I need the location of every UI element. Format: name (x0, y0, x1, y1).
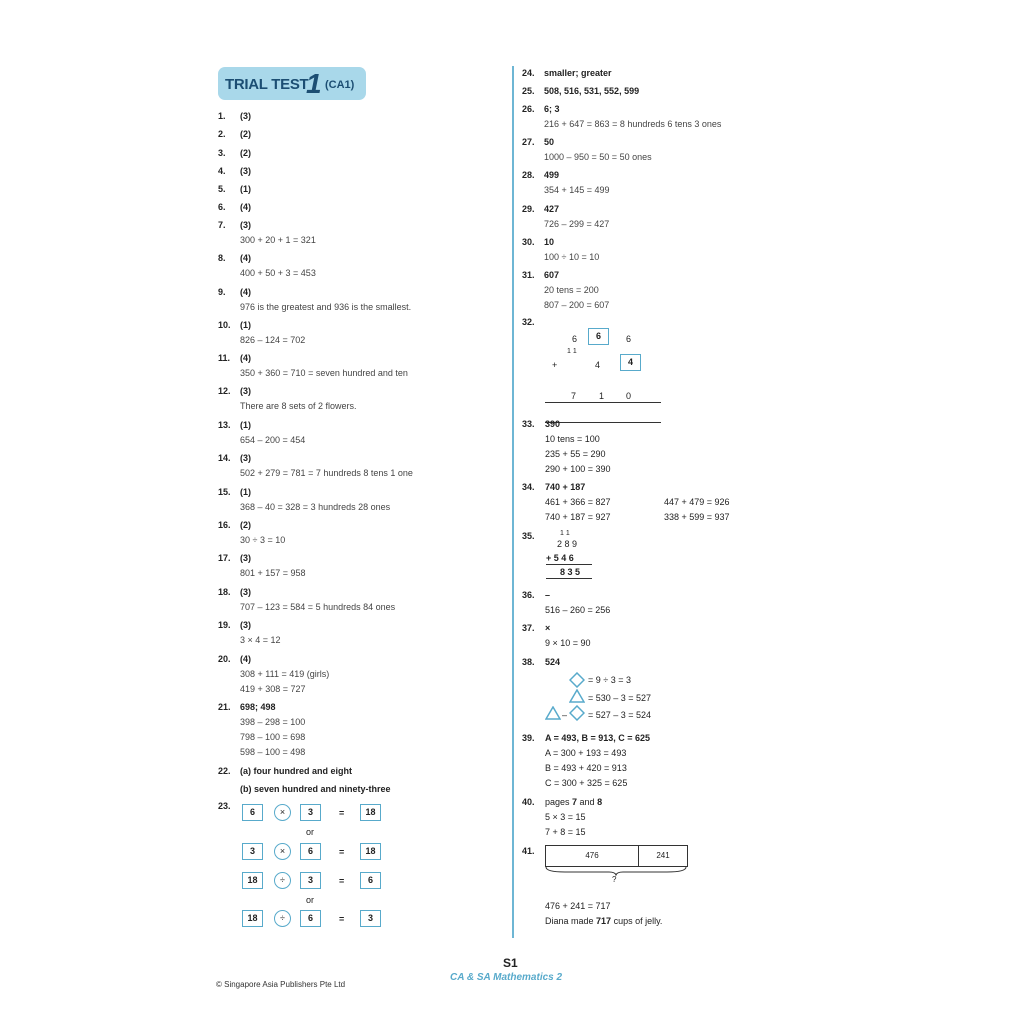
q32-r2-tens: 4 (595, 360, 601, 370)
q32-r2-ones-box: 4 (620, 354, 641, 371)
q38-minus: – (562, 710, 568, 720)
working-line: 807 – 200 = 607 (544, 300, 610, 310)
working-line: 350 + 360 = 710 = seven hundred and ten (240, 368, 408, 378)
question-number: 17. (218, 553, 231, 563)
q41-bar-part-2: 241 (638, 845, 688, 867)
q35-line-1: 2 8 9 (557, 539, 578, 549)
q23-operator: × (274, 843, 291, 860)
title-subtitle: (CA1) (325, 79, 355, 91)
question-number: 20. (218, 654, 231, 664)
working-line: There are 8 sets of 2 flowers. (240, 401, 357, 411)
question-number: 24. (522, 68, 535, 78)
q23-box-result: 18 (360, 804, 381, 821)
question-number: 19. (218, 620, 231, 630)
q33-work-2: 235 + 55 = 290 (545, 449, 606, 459)
question-number: 4. (218, 166, 226, 176)
q33-number: 33. (522, 419, 535, 429)
answer: 698; 498 (240, 702, 276, 712)
working-line: 419 + 308 = 727 (240, 684, 306, 694)
q40-number: 40. (522, 797, 535, 807)
triangle-icon (545, 706, 561, 720)
q32-r3-tens: 1 (599, 391, 605, 401)
q38-number: 38. (522, 657, 535, 667)
question-number: 31. (522, 270, 535, 280)
trial-test-title (218, 67, 366, 100)
working-line: 726 – 299 = 427 (544, 219, 610, 229)
working-line: 100 ÷ 10 = 10 (544, 252, 600, 262)
question-number: 8. (218, 253, 226, 263)
q32-plus: + (552, 360, 558, 370)
question-number: 27. (522, 137, 535, 147)
q39-work-2: B = 493 + 420 = 913 (545, 763, 627, 773)
q32-r1-hundreds: 6 (572, 334, 578, 344)
q34-work-3: 447 + 479 = 926 (664, 497, 730, 507)
q41-work: 476 + 241 = 717 (545, 901, 611, 911)
working-line: 354 + 145 = 499 (544, 185, 610, 195)
answer: (1) (240, 320, 251, 330)
q39-work-3: C = 300 + 325 = 625 (545, 778, 628, 788)
answer: (b) seven hundred and ninety-three (240, 784, 391, 794)
answer: 427 (544, 204, 560, 214)
answer: (4) (240, 654, 251, 664)
answer: (3) (240, 553, 251, 563)
answer: 508, 516, 531, 552, 599 (544, 86, 640, 96)
answer: (a) four hundred and eight (240, 766, 352, 776)
q41-statement: Diana made 717 cups of jelly. (545, 916, 663, 926)
question-number: 26. (522, 104, 535, 114)
answer: (3) (240, 166, 251, 176)
q33-work-3: 290 + 100 = 390 (545, 464, 611, 474)
q23-box-result: 18 (360, 843, 381, 860)
question-number: 15. (218, 487, 231, 497)
q36-answer: – (545, 590, 551, 600)
answer: (3) (240, 386, 251, 396)
q36-number: 36. (522, 590, 535, 600)
question-number: 21. (218, 702, 231, 712)
q32-r3-hundreds: 7 (571, 391, 577, 401)
q40-answer: pages 7 and 8 (545, 797, 603, 807)
question-number: 29. (522, 204, 535, 214)
answer: (2) (240, 129, 251, 139)
q41-number: 41. (522, 846, 535, 856)
question-number: 13. (218, 420, 231, 430)
working-line: 20 tens = 200 (544, 285, 599, 295)
q34-work-1: 461 + 366 = 827 (545, 497, 611, 507)
copyright: © Singapore Asia Publishers Pte Ltd (216, 980, 346, 989)
q23-equals: = (339, 914, 345, 924)
question-number: 16. (218, 520, 231, 530)
q35-rule-2 (546, 578, 592, 579)
q39-work-1: A = 300 + 193 = 493 (545, 748, 627, 758)
q23-box-a: 3 (242, 843, 263, 860)
q37-work: 9 × 10 = 90 (545, 638, 591, 648)
answer: (1) (240, 420, 251, 430)
working-line: 1000 – 950 = 50 = 50 ones (544, 152, 652, 162)
working-line: 3 × 4 = 12 (240, 635, 281, 645)
q23-box-a: 6 (242, 804, 263, 821)
q37-number: 37. (522, 623, 535, 633)
question-number: 2. (218, 129, 226, 139)
page-number: S1 (503, 956, 518, 970)
q35-carry: 1 1 (560, 530, 570, 537)
question-number: 9. (218, 287, 226, 297)
answer: (4) (240, 287, 251, 297)
q38-line-3: = 527 – 3 = 524 (588, 710, 652, 720)
q23-equals: = (339, 808, 345, 818)
question-number: 22. (218, 766, 231, 776)
answer: (2) (240, 148, 251, 158)
working-line: 826 – 124 = 702 (240, 335, 306, 345)
q38-line-2: = 530 – 3 = 527 (588, 693, 652, 703)
answer: (3) (240, 111, 251, 121)
q23-equals: = (339, 847, 345, 857)
q38-line-1: = 9 ÷ 3 = 3 (588, 675, 631, 685)
q32-r1-tens-box: 6 (588, 328, 609, 345)
q23-box-result: 3 (360, 910, 381, 927)
question-number: 25. (522, 86, 535, 96)
answer: (3) (240, 453, 251, 463)
q23-or-2: or (306, 895, 315, 905)
q23-equals: = (339, 876, 345, 886)
answer: (4) (240, 253, 251, 263)
column-divider (512, 66, 514, 938)
question-number: 5. (218, 184, 226, 194)
title-text: TRIAL TEST (225, 76, 309, 93)
answer: (3) (240, 587, 251, 597)
q23-box-b: 6 (300, 910, 321, 927)
working-line: 502 + 279 = 781 = 7 hundreds 8 tens 1 one (240, 468, 413, 478)
working-line: 368 – 40 = 328 = 3 hundreds 28 ones (240, 502, 391, 512)
q35-line-3: 8 3 5 (560, 567, 581, 577)
q33-answer: 390 (545, 419, 561, 429)
answer: (3) (240, 220, 251, 230)
q23-box-a: 18 (242, 910, 263, 927)
q40-work-1: 5 × 3 = 15 (545, 812, 586, 822)
q34-work-2: 740 + 187 = 927 (545, 512, 611, 522)
triangle-icon (569, 689, 585, 703)
question-number: 6. (218, 202, 226, 212)
question-number: 14. (218, 453, 231, 463)
question-number: 12. (218, 386, 231, 396)
q41-question-mark: ? (612, 875, 617, 884)
working-line: 400 + 50 + 3 = 453 (240, 268, 316, 278)
q39-number: 39. (522, 733, 535, 743)
answer: (1) (240, 184, 251, 194)
answer: 6; 3 (544, 104, 560, 114)
working-line: 598 – 100 = 498 (240, 747, 306, 757)
working-line: 801 + 157 = 958 (240, 568, 306, 578)
answer: (4) (240, 202, 251, 212)
answer: (4) (240, 353, 251, 363)
answer: 499 (544, 170, 560, 180)
question-number: 11. (218, 353, 231, 363)
answer: (3) (240, 620, 251, 630)
q35-line-2: + 5 4 6 (546, 553, 574, 563)
q40-work-2: 7 + 8 = 15 (545, 827, 586, 837)
working-line: 798 – 100 = 698 (240, 732, 306, 742)
q32-r3-ones: 0 (626, 391, 632, 401)
q34-answer: 740 + 187 (545, 482, 586, 492)
q23-or-1: or (306, 827, 315, 837)
q36-work: 516 – 260 = 256 (545, 605, 611, 615)
q34-number: 34. (522, 482, 535, 492)
working-line: 707 – 123 = 584 = 5 hundreds 84 ones (240, 602, 396, 612)
working-line: 30 ÷ 3 = 10 (240, 535, 286, 545)
q33-rule (545, 422, 661, 423)
book-title: CA & SA Mathematics 2 (450, 972, 563, 983)
working-line: 308 + 111 = 419 (girls) (240, 669, 330, 679)
working-line: 300 + 20 + 1 = 321 (240, 235, 316, 245)
answer: 10 (544, 237, 555, 247)
q23-operator: ÷ (274, 910, 291, 927)
answer: (1) (240, 487, 251, 497)
q41-bar-part-1: 476 (545, 845, 639, 867)
q32-rule-bottom (545, 402, 661, 403)
q34-work-4: 338 + 599 = 937 (664, 512, 730, 522)
answer: 607 (544, 270, 560, 280)
q39-answer: A = 493, B = 913, C = 625 (545, 733, 650, 743)
q38-answer: 524 (545, 657, 561, 667)
answer: 50 (544, 137, 555, 147)
q32-carry: 1 1 (567, 348, 577, 355)
question-number: 30. (522, 237, 535, 247)
q32-number: 32. (522, 317, 535, 327)
q23-box-b: 6 (300, 843, 321, 860)
q23-box-a: 18 (242, 872, 263, 889)
q23-box-b: 3 (300, 872, 321, 889)
question-number: 7. (218, 220, 226, 230)
q23-box-b: 3 (300, 804, 321, 821)
q35-number: 35. (522, 531, 535, 541)
q37-answer: × (545, 623, 551, 633)
answer: smaller; greater (544, 68, 612, 78)
working-line: 216 + 647 = 863 = 8 hundreds 6 tens 3 ones (544, 119, 722, 129)
working-line: 398 – 298 = 100 (240, 717, 306, 727)
question-number: 3. (218, 148, 226, 158)
diamond-icon (569, 705, 585, 721)
q33-work-1: 10 tens = 100 (545, 434, 600, 444)
question-number: 1. (218, 111, 226, 121)
title-number: 1 (306, 68, 322, 99)
q23-box-result: 6 (360, 872, 381, 889)
question-number: 18. (218, 587, 231, 597)
question-number: 28. (522, 170, 535, 180)
question-number: 10. (218, 320, 231, 330)
diamond-icon (569, 672, 585, 688)
answer: (2) (240, 520, 251, 530)
q23-operator: ÷ (274, 872, 291, 889)
q32-r1-ones: 6 (626, 334, 632, 344)
working-line: 654 – 200 = 454 (240, 435, 306, 445)
q23-operator: × (274, 804, 291, 821)
working-line: 976 is the greatest and 936 is the smallest. (240, 302, 412, 312)
q35-rule-1 (546, 564, 592, 565)
q23-number: 23. (218, 801, 231, 811)
